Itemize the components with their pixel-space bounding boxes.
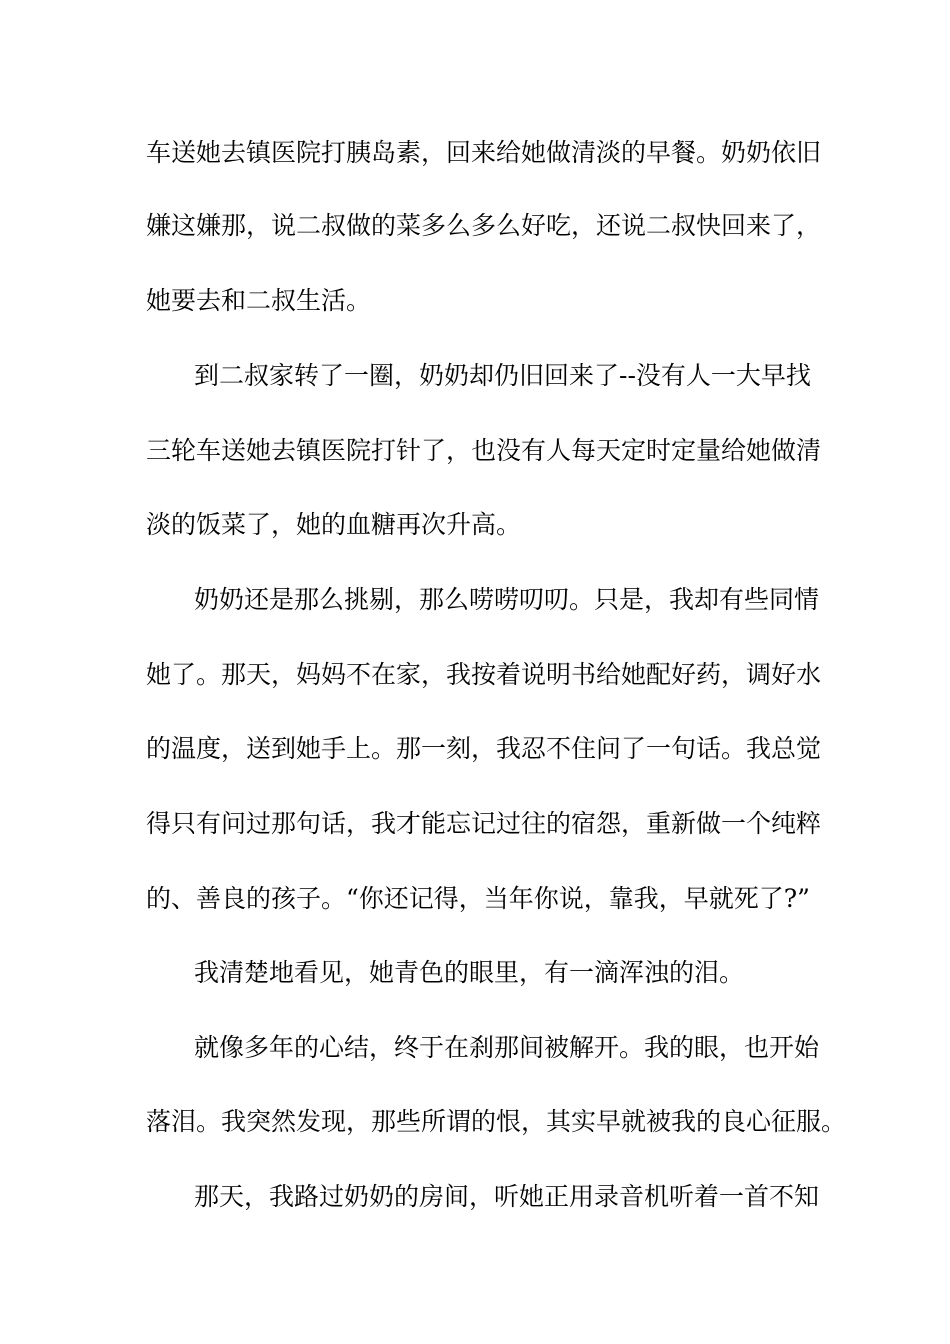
text-line: 嫌这嫌那，说二叔做的菜多么多么好吃，还说二叔快回来了， [146,211,822,240]
text-line: 淡的饭菜了，她的血糖再次升高。 [146,510,522,539]
text-line: 她了。那天，妈妈不在家，我按着说明书给她配好药，调好水 [146,660,822,689]
text-line: 得只有问过那句话，我才能忘记过往的宿怨，重新做一个纯粹 [146,809,822,838]
paragraph-first-line: 我清楚地看见，她青色的眼里，有一滴浑浊的泪。 [194,958,745,987]
paragraph-first-line: 那天，我路过奶奶的房间，听她正用录音机听着一首不知 [194,1182,820,1211]
text-line: 的温度，送到她手上。那一刻，我忍不住问了一句话。我总觉 [146,734,822,763]
text-line: 三轮车送她去镇医院打针了，也没有人每天定时定量给她做清 [146,436,822,465]
text-line: 车送她去镇医院打胰岛素，回来给她做清淡的早餐。奶奶依旧 [146,138,822,167]
text-line: 的、善良的孩子。“你还记得，当年你说，靠我，早就死了?” [146,884,810,913]
paragraph-first-line: 就像多年的心结，终于在刹那间被解开。我的眼，也开始 [194,1033,820,1062]
paragraph-first-line: 奶奶还是那么挑剔，那么唠唠叨叨。只是，我却有些同情 [194,585,820,614]
text-line: 落泪。我突然发现，那些所谓的恨，其实早就被我的良心征服。 [146,1107,847,1136]
text-line: 她要去和二叔生活。 [146,286,372,315]
paragraph-first-line: 到二叔家转了一圈，奶奶却仍旧回来了--没有人一大早找 [194,361,811,390]
